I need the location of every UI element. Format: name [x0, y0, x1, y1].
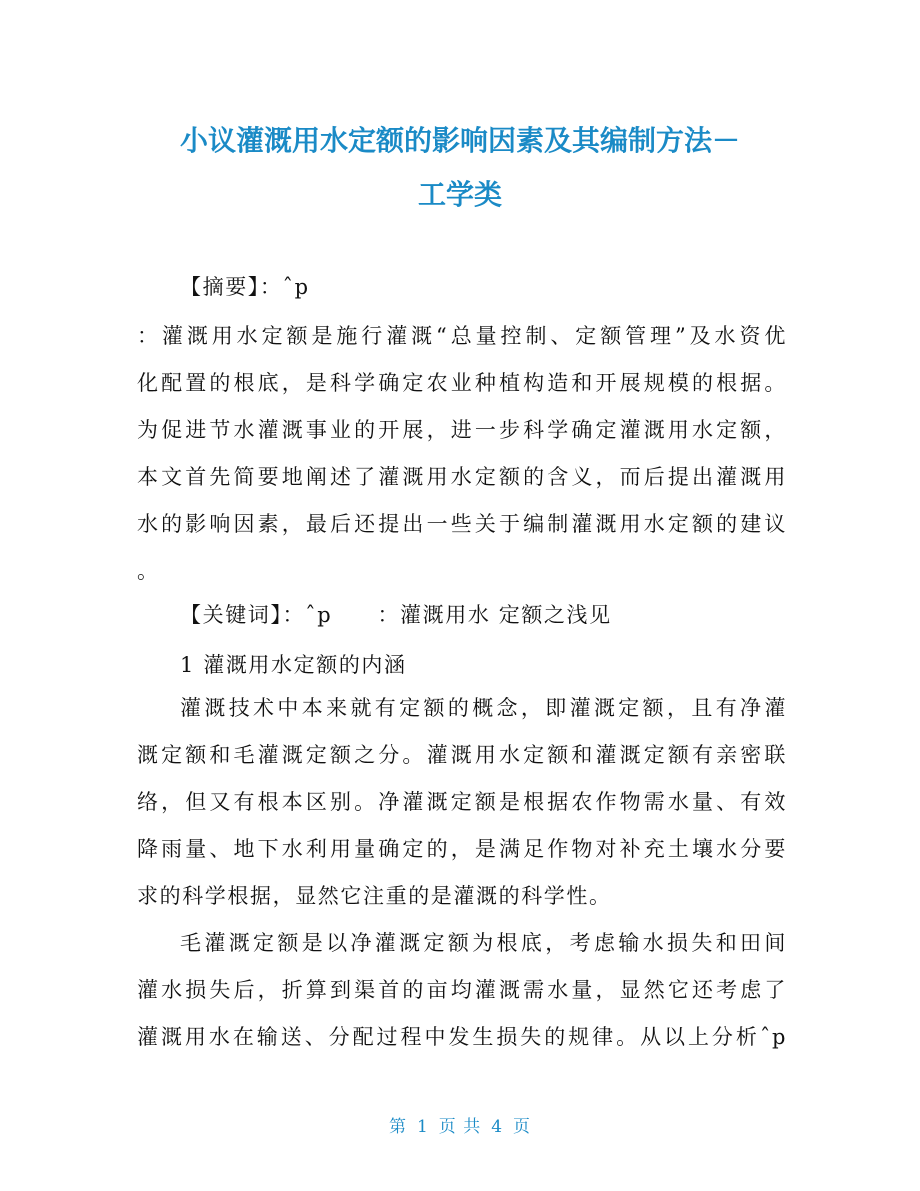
section-heading: 1 灌溉用水定额的内涵	[180, 653, 407, 677]
document-title-line2: 工学类	[417, 178, 502, 211]
paragraph-line: 求的科学根据，显然它注重的是灌溉的科学性。	[137, 884, 612, 908]
page-total: 4	[491, 1117, 504, 1137]
abstract-line: 为促进节水灌溉事业的开展，进一步科学确定灌溉用水定额，	[137, 418, 787, 442]
abstract-label: 【摘要】：ˆp	[180, 275, 310, 299]
paragraph-line: 灌水损失后，折算到渠首的亩均灌溉需水量，显然它还考虑了	[137, 978, 787, 1002]
page-suffix: 页	[513, 1117, 532, 1137]
paragraph-line: 降雨量、地下水利用量确定的，是满足作物对补充土壤水分要	[137, 837, 787, 861]
paragraph-line: 溉定额和毛灌溉定额之分。灌溉用水定额和灌溉定额有亲密联	[137, 743, 787, 767]
page-current: 1	[416, 1117, 429, 1137]
paragraph-line: 毛灌溉定额是以净灌溉定额为根底，考虑输水损失和田间	[180, 931, 787, 955]
paragraph-line: 络，但又有根本区别。净灌溉定额是根据农作物需水量、有效	[137, 790, 787, 814]
paragraph-line: 灌溉用水在输送、分配过程中发生损失的规律。从以上分析ˆp	[137, 1025, 787, 1049]
abstract-line: 水的影响因素，最后还提出一些关于编制灌溉用水定额的建议	[137, 512, 787, 536]
abstract-line: 本文首先简要地阐述了灌溉用水定额的含义，而后提出灌溉用	[137, 465, 787, 489]
abstract-line: 化配置的根底，是科学确定农业种植构造和开展规模的根据。	[137, 371, 787, 395]
keywords: 【关键词】：ˆp ：灌溉用水 定额之浅见	[180, 603, 612, 627]
paragraph-line: 灌溉技术中本来就有定额的概念，即灌溉定额，且有净灌	[180, 696, 787, 720]
abstract-line: 。	[137, 559, 160, 583]
page-mid: 页 共	[438, 1117, 482, 1137]
page-prefix: 第	[388, 1117, 407, 1137]
page-footer	[0, 1112, 920, 1137]
abstract-line: ：灌溉用水定额是施行灌溉“总量控制、定额管理”及水资优	[137, 324, 787, 348]
document-title-line1: 小议灌溉用水定额的影响因素及其编制方法－	[179, 124, 740, 157]
